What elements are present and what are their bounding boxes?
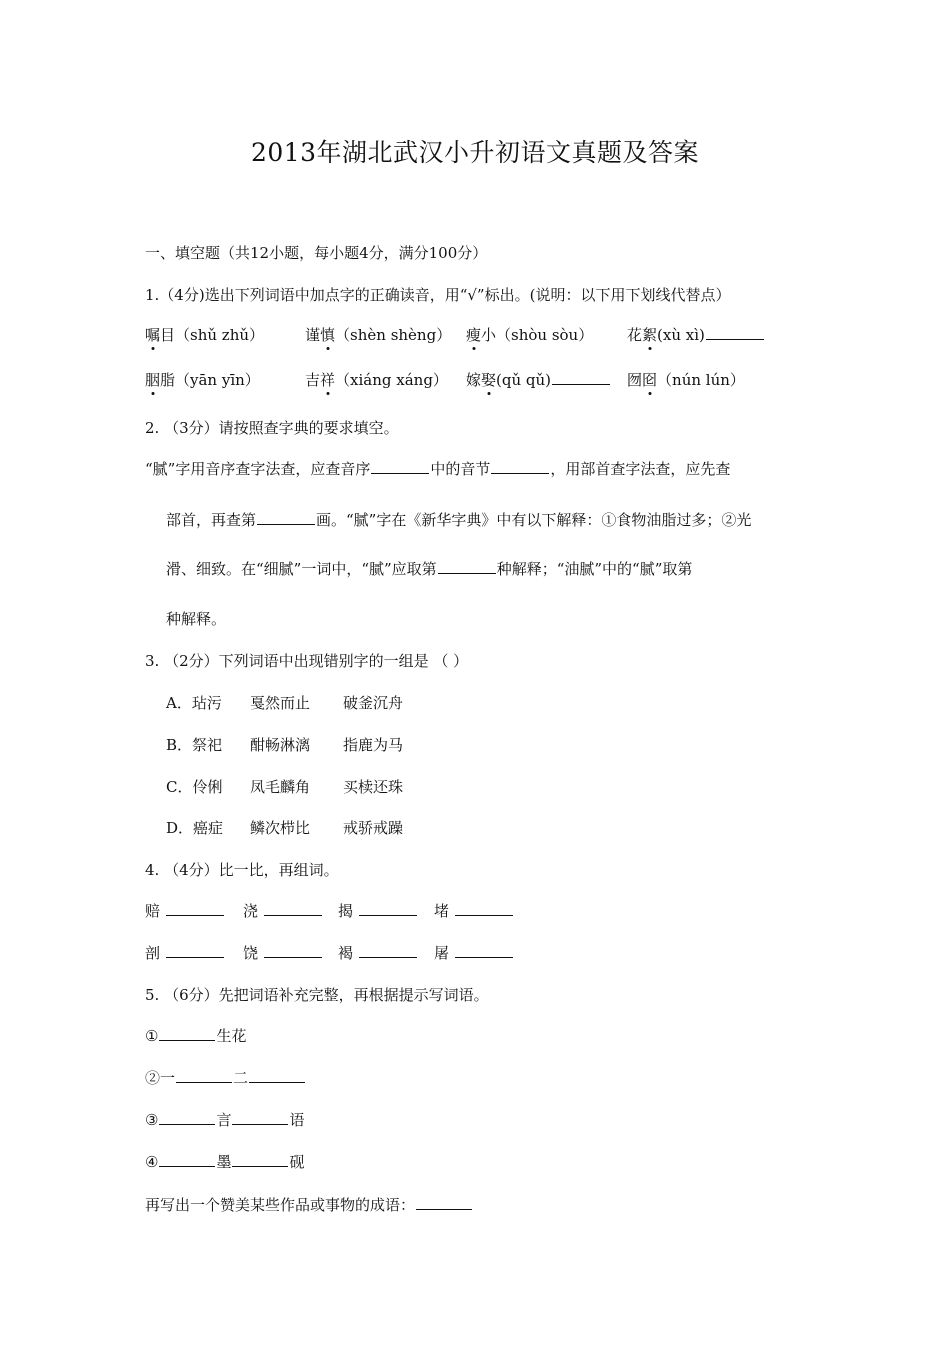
option-word: 酣畅淋漓 (250, 736, 311, 754)
answer-blank[interactable] (159, 1026, 215, 1041)
answer-blank[interactable] (264, 901, 322, 916)
answer-blank[interactable] (455, 901, 513, 916)
answer-blank[interactable] (371, 459, 429, 474)
answer-blank[interactable] (166, 943, 224, 958)
answer-blank[interactable] (359, 943, 417, 958)
q4-char: 屠 (434, 943, 514, 963)
question-1-stem: 1.（4分)选出下列词语中加点字的正确读音，用“√”标出。(说明：以下用下划线代替点） (145, 286, 731, 304)
q4-char: 浇 (243, 901, 323, 921)
option-label: B．祭祀 (166, 736, 223, 754)
option-word: 鳞次栉比 (250, 819, 311, 837)
q1-item-8: 囫囵（nún lún） (627, 371, 745, 389)
answer-blank[interactable] (438, 559, 496, 574)
q4-char: 剖 (145, 943, 225, 963)
answer-blank[interactable] (706, 325, 764, 340)
q1-item-1: 嘱目（shǔ zhǔ） (145, 326, 265, 344)
q4-char: 赔 (145, 901, 225, 921)
answer-blank[interactable] (249, 1068, 305, 1083)
q2-line-2: 部首，再查第 画。“腻”字在《新华字典》中有以下解释：①食物油脂过多；②光 (166, 511, 752, 529)
answer-blank[interactable] (166, 901, 224, 916)
answer-blank[interactable] (159, 1152, 215, 1167)
q4-char: 褐 (338, 943, 418, 963)
option-label: A．玷污 (166, 694, 222, 712)
q1-item-4: 花絮(xù xì) (627, 325, 765, 345)
answer-blank[interactable] (552, 370, 610, 385)
section-heading: 一、填空题（共12小题，每小题4分，满分100分） (145, 244, 488, 262)
q5-final-prompt: 再写出一个赞美某些作品或事物的成语： (145, 1195, 473, 1215)
answer-blank[interactable] (232, 1152, 288, 1167)
answer-blank[interactable] (359, 901, 417, 916)
question-2-stem: 2. （3分）请按照查字典的要求填空。 (145, 419, 399, 437)
option-word: 买椟还珠 (343, 778, 404, 796)
option-label: C．伶俐 (166, 778, 223, 796)
answer-blank[interactable] (491, 459, 549, 474)
answer-blank[interactable] (264, 943, 322, 958)
q5-item-3: ③ 言 语 (145, 1111, 305, 1129)
q2-line-1: “腻”字用音序查字法查，应查音序 中的音节 ，用部首查字法查，应先查 (145, 460, 731, 478)
q1-item-2: 谨慎（shèn shèng） (305, 326, 452, 344)
answer-blank[interactable] (455, 943, 513, 958)
option-word: 戒骄戒躁 (343, 819, 404, 837)
q4-char: 揭 (338, 901, 418, 921)
answer-blank[interactable] (232, 1110, 288, 1125)
answer-blank[interactable] (159, 1110, 215, 1125)
q4-char: 堵 (434, 901, 514, 921)
question-3-stem: 3. （2分）下列词语中出现错别字的一组是 （ ） (145, 652, 469, 670)
option-word: 指鹿为马 (343, 736, 404, 754)
q1-item-5: 胭脂（yān yīn） (145, 371, 260, 389)
q1-item-6: 吉祥（xiáng xáng） (305, 371, 448, 389)
question-5-stem: 5. （6分）先把词语补充完整，再根据提示写词语。 (145, 986, 489, 1004)
q1-item-3: 瘦小（shòu sòu） (466, 326, 594, 344)
page-title: 2013年湖北武汉小升初语文真题及答案 (250, 138, 700, 167)
q1-item-7: 嫁娶(qǔ qǔ) (466, 370, 611, 390)
option-word: 凤毛麟角 (250, 778, 311, 796)
q4-char: 饶 (243, 943, 323, 963)
q5-item-1: ① 生花 (145, 1027, 247, 1045)
option-word: 戛然而止 (250, 694, 311, 712)
answer-blank[interactable] (176, 1068, 232, 1083)
q5-item-4: ④ 墨 砚 (145, 1153, 305, 1171)
answer-blank[interactable] (257, 510, 315, 525)
option-word: 破釜沉舟 (343, 694, 404, 712)
question-4-stem: 4. （4分）比一比，再组词。 (145, 861, 339, 879)
answer-blank[interactable] (416, 1195, 472, 1210)
q2-line-4: 种解释。 (166, 610, 227, 628)
q5-item-2: ②一 二 (145, 1068, 306, 1088)
q2-line-3: 滑、细致。在“细腻”一词中，“腻”应取第 种解释；“油腻”中的“腻”取第 (166, 560, 693, 578)
option-label: D．癌症 (166, 819, 224, 837)
